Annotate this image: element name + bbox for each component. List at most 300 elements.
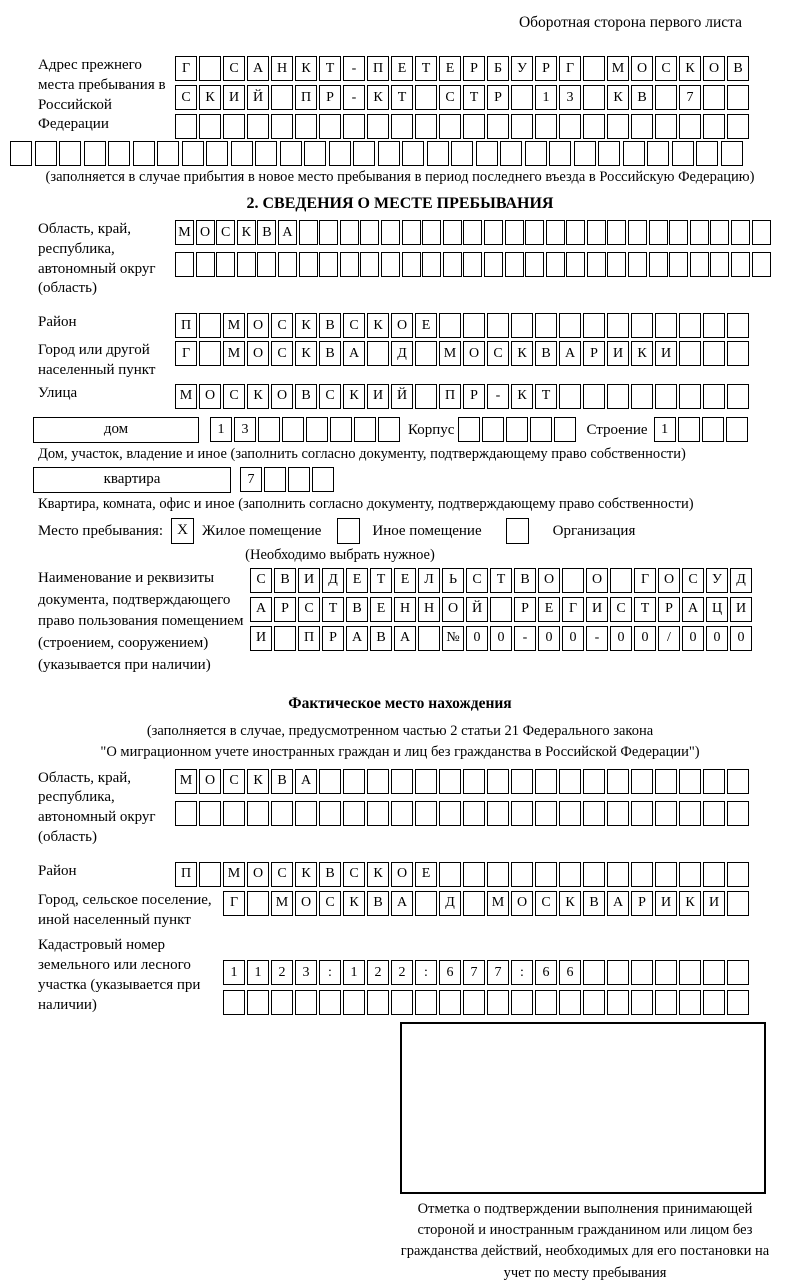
- char-cell[interactable]: К: [367, 313, 389, 338]
- char-cell[interactable]: [607, 990, 629, 1015]
- char-cell[interactable]: [549, 141, 571, 166]
- char-cell[interactable]: [583, 960, 605, 985]
- char-cell[interactable]: К: [199, 85, 221, 110]
- char-cell[interactable]: [391, 990, 413, 1015]
- char-cell[interactable]: [727, 85, 749, 110]
- char-cell[interactable]: [402, 141, 424, 166]
- char-cell[interactable]: [679, 801, 701, 826]
- char-cell[interactable]: [487, 801, 509, 826]
- char-cell[interactable]: 0: [730, 626, 752, 651]
- char-cell[interactable]: А: [295, 769, 317, 794]
- char-cell[interactable]: М: [175, 384, 197, 409]
- char-cell[interactable]: [271, 990, 293, 1015]
- char-cell[interactable]: [343, 114, 365, 139]
- char-cell[interactable]: -: [487, 384, 509, 409]
- char-cell[interactable]: [546, 220, 565, 245]
- char-cell[interactable]: [319, 801, 341, 826]
- char-cell[interactable]: [587, 220, 606, 245]
- char-cell[interactable]: [679, 313, 701, 338]
- char-cell[interactable]: [655, 384, 677, 409]
- char-cell[interactable]: И: [730, 597, 752, 622]
- char-cell[interactable]: [463, 891, 485, 916]
- char-cell[interactable]: Т: [319, 56, 341, 81]
- char-cell[interactable]: 6: [439, 960, 461, 985]
- char-cell[interactable]: О: [442, 597, 464, 622]
- char-cell[interactable]: [727, 960, 749, 985]
- char-cell[interactable]: 1: [343, 960, 365, 985]
- char-cell[interactable]: Т: [463, 85, 485, 110]
- char-cell[interactable]: М: [607, 56, 629, 81]
- char-cell[interactable]: [672, 141, 694, 166]
- char-cell[interactable]: А: [343, 341, 365, 366]
- char-cell[interactable]: [500, 141, 522, 166]
- char-cell[interactable]: [157, 141, 179, 166]
- char-cell[interactable]: [631, 769, 653, 794]
- char-cell[interactable]: [391, 769, 413, 794]
- char-cell[interactable]: [559, 862, 581, 887]
- char-cell[interactable]: [439, 313, 461, 338]
- char-cell[interactable]: 7: [463, 960, 485, 985]
- char-cell[interactable]: В: [257, 220, 276, 245]
- char-cell[interactable]: [299, 220, 318, 245]
- char-cell[interactable]: О: [586, 568, 608, 593]
- char-cell[interactable]: К: [367, 85, 389, 110]
- char-cell[interactable]: [703, 341, 725, 366]
- char-cell[interactable]: Г: [223, 891, 245, 916]
- char-cell[interactable]: О: [511, 891, 533, 916]
- char-cell[interactable]: [703, 769, 725, 794]
- char-cell[interactable]: [378, 417, 400, 442]
- char-cell[interactable]: [258, 417, 280, 442]
- char-cell[interactable]: Д: [730, 568, 752, 593]
- char-cell[interactable]: Р: [319, 85, 341, 110]
- char-cell[interactable]: В: [346, 597, 368, 622]
- char-cell[interactable]: 7: [240, 467, 262, 492]
- char-cell[interactable]: В: [319, 313, 341, 338]
- char-cell[interactable]: 1: [535, 85, 557, 110]
- char-cell[interactable]: 0: [706, 626, 728, 651]
- checkbox-org[interactable]: [506, 518, 529, 544]
- char-cell[interactable]: Ь: [442, 568, 464, 593]
- char-cell[interactable]: [655, 769, 677, 794]
- char-cell[interactable]: Р: [487, 85, 509, 110]
- char-cell[interactable]: [727, 114, 749, 139]
- char-cell[interactable]: О: [703, 56, 725, 81]
- char-cell[interactable]: [752, 252, 771, 277]
- char-cell[interactable]: Т: [391, 85, 413, 110]
- char-cell[interactable]: [702, 417, 724, 442]
- char-cell[interactable]: Й: [466, 597, 488, 622]
- char-cell[interactable]: [607, 313, 629, 338]
- char-cell[interactable]: [463, 862, 485, 887]
- char-cell[interactable]: [679, 862, 701, 887]
- char-cell[interactable]: [535, 114, 557, 139]
- char-cell[interactable]: 1: [247, 960, 269, 985]
- char-cell[interactable]: [583, 769, 605, 794]
- char-cell[interactable]: -: [586, 626, 608, 651]
- char-cell[interactable]: -: [343, 56, 365, 81]
- char-cell[interactable]: К: [237, 220, 256, 245]
- char-cell[interactable]: [669, 252, 688, 277]
- char-cell[interactable]: [607, 114, 629, 139]
- char-cell[interactable]: [319, 990, 341, 1015]
- char-cell[interactable]: [727, 990, 749, 1015]
- char-cell[interactable]: [295, 990, 317, 1015]
- char-cell[interactable]: С: [298, 597, 320, 622]
- char-cell[interactable]: 1: [223, 960, 245, 985]
- char-cell[interactable]: [631, 862, 653, 887]
- char-cell[interactable]: [583, 85, 605, 110]
- char-cell[interactable]: О: [271, 384, 293, 409]
- char-cell[interactable]: [511, 114, 533, 139]
- char-cell[interactable]: 2: [391, 960, 413, 985]
- char-cell[interactable]: А: [391, 891, 413, 916]
- char-cell[interactable]: К: [295, 341, 317, 366]
- char-cell[interactable]: С: [271, 862, 293, 887]
- char-cell[interactable]: [319, 114, 341, 139]
- char-cell[interactable]: [505, 252, 524, 277]
- char-cell[interactable]: [562, 568, 584, 593]
- char-cell[interactable]: В: [274, 568, 296, 593]
- char-cell[interactable]: [678, 417, 700, 442]
- char-cell[interactable]: К: [511, 384, 533, 409]
- char-cell[interactable]: [721, 141, 743, 166]
- char-cell[interactable]: И: [223, 85, 245, 110]
- char-cell[interactable]: С: [682, 568, 704, 593]
- char-cell[interactable]: [655, 960, 677, 985]
- char-cell[interactable]: [199, 862, 221, 887]
- char-cell[interactable]: [511, 990, 533, 1015]
- char-cell[interactable]: [418, 626, 440, 651]
- char-cell[interactable]: [340, 252, 359, 277]
- char-cell[interactable]: [690, 220, 709, 245]
- char-cell[interactable]: [84, 141, 106, 166]
- char-cell[interactable]: Т: [322, 597, 344, 622]
- char-cell[interactable]: [490, 597, 512, 622]
- char-cell[interactable]: С: [466, 568, 488, 593]
- char-cell[interactable]: [731, 220, 750, 245]
- char-cell[interactable]: У: [706, 568, 728, 593]
- char-cell[interactable]: [59, 141, 81, 166]
- char-cell[interactable]: [223, 114, 245, 139]
- char-cell[interactable]: [525, 252, 544, 277]
- char-cell[interactable]: Р: [631, 891, 653, 916]
- char-cell[interactable]: [511, 769, 533, 794]
- char-cell[interactable]: К: [559, 891, 581, 916]
- char-cell[interactable]: [439, 990, 461, 1015]
- char-cell[interactable]: 6: [535, 960, 557, 985]
- char-cell[interactable]: [439, 801, 461, 826]
- char-cell[interactable]: [231, 141, 253, 166]
- char-cell[interactable]: [703, 990, 725, 1015]
- char-cell[interactable]: [463, 220, 482, 245]
- char-cell[interactable]: Й: [391, 384, 413, 409]
- char-cell[interactable]: [703, 384, 725, 409]
- char-cell[interactable]: [607, 252, 626, 277]
- char-cell[interactable]: [703, 862, 725, 887]
- char-cell[interactable]: [463, 801, 485, 826]
- char-cell[interactable]: 7: [679, 85, 701, 110]
- char-cell[interactable]: И: [298, 568, 320, 593]
- char-cell[interactable]: [199, 56, 221, 81]
- char-cell[interactable]: Д: [439, 891, 461, 916]
- char-cell[interactable]: Л: [418, 568, 440, 593]
- char-cell[interactable]: [559, 990, 581, 1015]
- char-cell[interactable]: [487, 769, 509, 794]
- char-cell[interactable]: [752, 220, 771, 245]
- char-cell[interactable]: [237, 252, 256, 277]
- char-cell[interactable]: [703, 313, 725, 338]
- char-cell[interactable]: [727, 341, 749, 366]
- char-cell[interactable]: В: [319, 862, 341, 887]
- char-cell[interactable]: А: [250, 597, 272, 622]
- char-cell[interactable]: [679, 990, 701, 1015]
- char-cell[interactable]: [206, 141, 228, 166]
- char-cell[interactable]: [415, 990, 437, 1015]
- char-cell[interactable]: Е: [415, 313, 437, 338]
- char-cell[interactable]: [343, 990, 365, 1015]
- char-cell[interactable]: 3: [295, 960, 317, 985]
- char-cell[interactable]: [703, 85, 725, 110]
- char-cell[interactable]: /: [658, 626, 680, 651]
- char-cell[interactable]: С: [610, 597, 632, 622]
- char-cell[interactable]: Е: [415, 862, 437, 887]
- char-cell[interactable]: [727, 769, 749, 794]
- char-cell[interactable]: Р: [463, 384, 485, 409]
- char-cell[interactable]: Н: [394, 597, 416, 622]
- char-cell[interactable]: [353, 141, 375, 166]
- char-cell[interactable]: А: [607, 891, 629, 916]
- char-cell[interactable]: О: [631, 56, 653, 81]
- char-cell[interactable]: Т: [490, 568, 512, 593]
- char-cell[interactable]: 0: [682, 626, 704, 651]
- char-cell[interactable]: 6: [559, 960, 581, 985]
- char-cell[interactable]: [631, 960, 653, 985]
- char-cell[interactable]: 0: [562, 626, 584, 651]
- char-cell[interactable]: [679, 384, 701, 409]
- char-cell[interactable]: [299, 252, 318, 277]
- char-cell[interactable]: К: [247, 769, 269, 794]
- char-cell[interactable]: М: [223, 313, 245, 338]
- char-cell[interactable]: [525, 220, 544, 245]
- char-cell[interactable]: [282, 417, 304, 442]
- char-cell[interactable]: Е: [391, 56, 413, 81]
- char-cell[interactable]: 2: [271, 960, 293, 985]
- char-cell[interactable]: [628, 220, 647, 245]
- char-cell[interactable]: С: [343, 313, 365, 338]
- checkbox-zhiloe[interactable]: X: [171, 518, 194, 544]
- char-cell[interactable]: С: [271, 313, 293, 338]
- char-cell[interactable]: И: [586, 597, 608, 622]
- char-cell[interactable]: [487, 114, 509, 139]
- char-cell[interactable]: 0: [466, 626, 488, 651]
- char-cell[interactable]: [108, 141, 130, 166]
- char-cell[interactable]: С: [223, 384, 245, 409]
- char-cell[interactable]: [288, 467, 310, 492]
- char-cell[interactable]: [367, 114, 389, 139]
- char-cell[interactable]: [439, 862, 461, 887]
- char-cell[interactable]: О: [196, 220, 215, 245]
- char-cell[interactable]: [554, 417, 576, 442]
- char-cell[interactable]: О: [247, 313, 269, 338]
- char-cell[interactable]: [415, 384, 437, 409]
- char-cell[interactable]: [505, 220, 524, 245]
- char-cell[interactable]: [583, 114, 605, 139]
- char-cell[interactable]: 3: [559, 85, 581, 110]
- char-cell[interactable]: К: [295, 862, 317, 887]
- char-cell[interactable]: О: [538, 568, 560, 593]
- char-cell[interactable]: [199, 313, 221, 338]
- char-cell[interactable]: О: [247, 862, 269, 887]
- char-cell[interactable]: [247, 801, 269, 826]
- char-cell[interactable]: К: [247, 384, 269, 409]
- char-cell[interactable]: Т: [415, 56, 437, 81]
- char-cell[interactable]: [631, 990, 653, 1015]
- char-cell[interactable]: 1: [654, 417, 676, 442]
- char-cell[interactable]: [731, 252, 750, 277]
- char-cell[interactable]: [574, 141, 596, 166]
- char-cell[interactable]: [511, 85, 533, 110]
- char-cell[interactable]: [247, 891, 269, 916]
- char-cell[interactable]: К: [343, 384, 365, 409]
- char-cell[interactable]: [10, 141, 32, 166]
- char-cell[interactable]: [343, 801, 365, 826]
- char-cell[interactable]: И: [367, 384, 389, 409]
- char-cell[interactable]: Д: [322, 568, 344, 593]
- char-cell[interactable]: 0: [538, 626, 560, 651]
- char-cell[interactable]: В: [631, 85, 653, 110]
- char-cell[interactable]: [487, 990, 509, 1015]
- char-cell[interactable]: №: [442, 626, 464, 651]
- char-cell[interactable]: С: [319, 384, 341, 409]
- char-cell[interactable]: [559, 313, 581, 338]
- char-cell[interactable]: 0: [610, 626, 632, 651]
- char-cell[interactable]: 0: [634, 626, 656, 651]
- char-cell[interactable]: Й: [247, 85, 269, 110]
- char-cell[interactable]: 1: [210, 417, 232, 442]
- char-cell[interactable]: [679, 341, 701, 366]
- char-cell[interactable]: С: [319, 891, 341, 916]
- char-cell[interactable]: П: [439, 384, 461, 409]
- char-cell[interactable]: [463, 769, 485, 794]
- char-cell[interactable]: [610, 568, 632, 593]
- char-cell[interactable]: [506, 417, 528, 442]
- char-cell[interactable]: [530, 417, 552, 442]
- char-cell[interactable]: К: [679, 56, 701, 81]
- char-cell[interactable]: [360, 220, 379, 245]
- char-cell[interactable]: [607, 862, 629, 887]
- char-cell[interactable]: [306, 417, 328, 442]
- char-cell[interactable]: П: [295, 85, 317, 110]
- char-cell[interactable]: [278, 252, 297, 277]
- char-cell[interactable]: П: [367, 56, 389, 81]
- char-cell[interactable]: [679, 114, 701, 139]
- char-cell[interactable]: А: [247, 56, 269, 81]
- char-cell[interactable]: [391, 114, 413, 139]
- char-cell[interactable]: Р: [583, 341, 605, 366]
- char-cell[interactable]: С: [271, 341, 293, 366]
- char-cell[interactable]: Р: [514, 597, 536, 622]
- char-cell[interactable]: [583, 801, 605, 826]
- char-cell[interactable]: [378, 141, 400, 166]
- char-cell[interactable]: П: [175, 313, 197, 338]
- char-cell[interactable]: [133, 141, 155, 166]
- char-cell[interactable]: [257, 252, 276, 277]
- char-cell[interactable]: Р: [322, 626, 344, 651]
- char-cell[interactable]: [525, 141, 547, 166]
- char-cell[interactable]: Р: [658, 597, 680, 622]
- char-cell[interactable]: А: [278, 220, 297, 245]
- char-cell[interactable]: Р: [274, 597, 296, 622]
- char-cell[interactable]: [679, 769, 701, 794]
- char-cell[interactable]: А: [559, 341, 581, 366]
- char-cell[interactable]: :: [415, 960, 437, 985]
- char-cell[interactable]: [422, 220, 441, 245]
- char-cell[interactable]: [727, 801, 749, 826]
- char-cell[interactable]: К: [607, 85, 629, 110]
- char-cell[interactable]: [319, 252, 338, 277]
- char-cell[interactable]: Е: [538, 597, 560, 622]
- char-cell[interactable]: [415, 341, 437, 366]
- char-cell[interactable]: [463, 252, 482, 277]
- char-cell[interactable]: С: [175, 85, 197, 110]
- char-cell[interactable]: 3: [234, 417, 256, 442]
- char-cell[interactable]: О: [391, 862, 413, 887]
- char-cell[interactable]: [196, 252, 215, 277]
- char-cell[interactable]: [443, 220, 462, 245]
- char-cell[interactable]: [175, 252, 194, 277]
- char-cell[interactable]: О: [247, 341, 269, 366]
- char-cell[interactable]: [264, 467, 286, 492]
- char-cell[interactable]: Г: [175, 341, 197, 366]
- char-cell[interactable]: Д: [391, 341, 413, 366]
- char-cell[interactable]: [535, 801, 557, 826]
- char-cell[interactable]: [458, 417, 480, 442]
- char-cell[interactable]: [402, 252, 421, 277]
- char-cell[interactable]: [487, 862, 509, 887]
- char-cell[interactable]: А: [346, 626, 368, 651]
- char-cell[interactable]: [199, 114, 221, 139]
- char-cell[interactable]: [463, 313, 485, 338]
- char-cell[interactable]: В: [295, 384, 317, 409]
- char-cell[interactable]: С: [223, 769, 245, 794]
- char-cell[interactable]: [583, 313, 605, 338]
- char-cell[interactable]: [631, 801, 653, 826]
- char-cell[interactable]: [381, 220, 400, 245]
- char-cell[interactable]: 0: [490, 626, 512, 651]
- char-cell[interactable]: [319, 220, 338, 245]
- char-cell[interactable]: С: [535, 891, 557, 916]
- char-cell[interactable]: [354, 417, 376, 442]
- char-cell[interactable]: [511, 862, 533, 887]
- char-cell[interactable]: У: [511, 56, 533, 81]
- char-cell[interactable]: М: [223, 862, 245, 887]
- char-cell[interactable]: [647, 141, 669, 166]
- char-cell[interactable]: О: [658, 568, 680, 593]
- char-cell[interactable]: [415, 114, 437, 139]
- char-cell[interactable]: Н: [418, 597, 440, 622]
- char-cell[interactable]: [703, 960, 725, 985]
- char-cell[interactable]: И: [655, 341, 677, 366]
- char-cell[interactable]: [295, 114, 317, 139]
- char-cell[interactable]: И: [250, 626, 272, 651]
- char-cell[interactable]: Г: [562, 597, 584, 622]
- char-cell[interactable]: [703, 114, 725, 139]
- char-cell[interactable]: [484, 220, 503, 245]
- char-cell[interactable]: С: [250, 568, 272, 593]
- char-cell[interactable]: [559, 769, 581, 794]
- char-cell[interactable]: [727, 313, 749, 338]
